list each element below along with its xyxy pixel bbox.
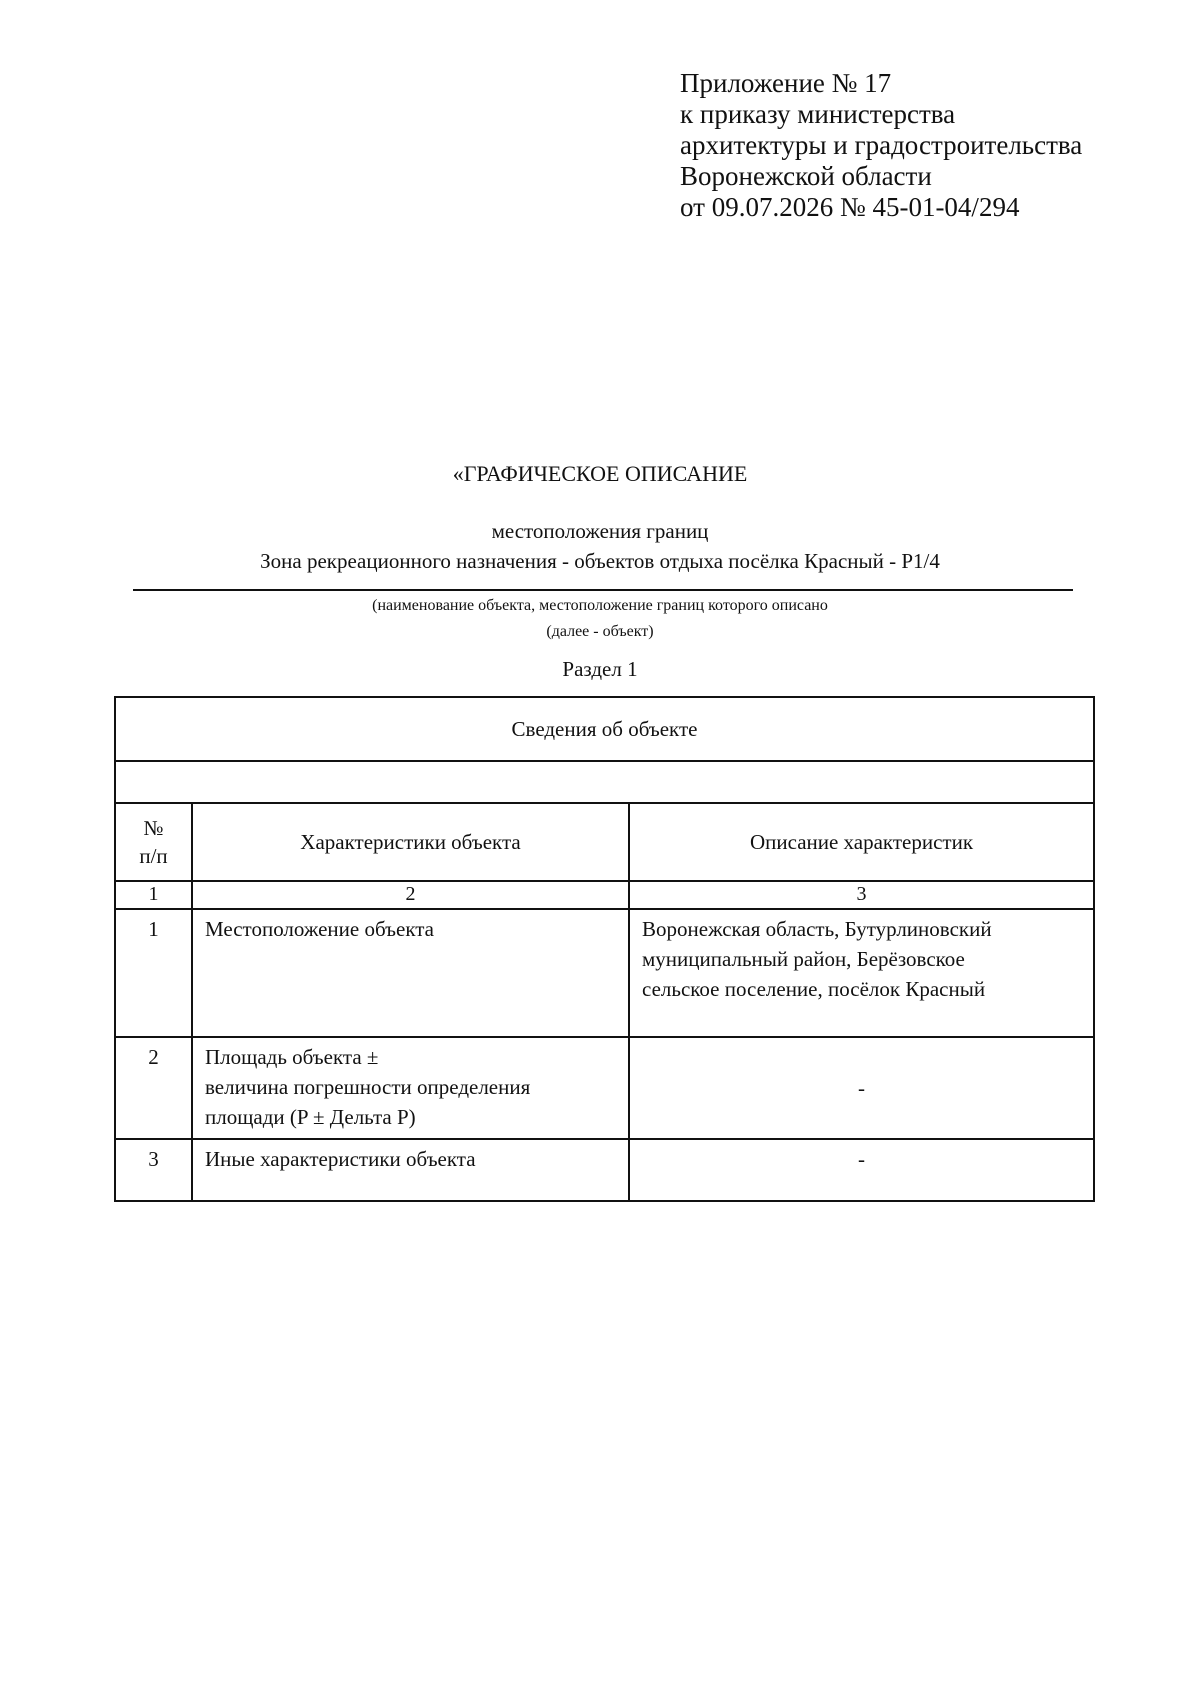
underline-rule [133,589,1073,591]
row-num: 3 [115,1139,192,1201]
document-subtitle [0,516,1200,576]
hint-line: (далее - объект) [546,623,654,640]
table-caption: Сведения об объекте [115,697,1094,761]
column-number: 3 [629,881,1094,909]
row-description: - [629,1139,1094,1201]
appendix-line: к приказу министерства [680,99,956,129]
header-description: Описание характеристик [629,803,1094,881]
object-info-table [114,696,1095,1202]
appendix-line: от 09.07.2026 № 45-01-04/294 [680,192,1020,222]
table-empty-row [115,761,1094,803]
header-num-line: п/п [139,844,168,868]
underline-hint [0,593,1200,645]
appendix-line: Приложение № 17 [680,68,892,98]
characteristic-line: площади (P ± Дельта P) [205,1105,416,1129]
row-num: 1 [115,909,192,1037]
table-row [115,1037,1094,1139]
object-name: Зона рекреационного назначения - объектов отдыха посёлка Красный - Р1/4 [260,549,940,573]
characteristic-line: величина погрешности определения [205,1075,531,1099]
document-title: «ГРАФИЧЕСКОЕ ОПИСАНИЕ [452,461,748,486]
appendix-line: архитектуры и градостроительства [680,130,1083,160]
characteristic-line: Площадь объекта ± [205,1045,379,1069]
column-number: 2 [192,881,629,909]
description-line: Воронежская область, Бутурлиновский [642,917,992,941]
header-characteristics: Характеристики объекта [192,803,629,881]
column-number: 1 [115,881,192,909]
description-line: муниципальный район, Берёзовское [642,947,965,971]
hint-line: (наименование объекта, местоположение границ которого описано [372,597,828,614]
characteristic-line: Иные характеристики объекта [205,1147,476,1171]
row-description [629,909,1094,1037]
row-characteristic [192,909,629,1037]
column-number-row [115,881,1094,909]
row-characteristic [192,1037,629,1139]
appendix-line: Воронежской области [680,161,932,191]
table-row [115,1139,1094,1201]
table-row [115,909,1094,1037]
header-num-line: № [143,816,164,840]
description-line: сельское поселение, посёлок Красный [642,977,986,1001]
header-num [115,803,192,881]
appendix-block [680,68,1082,223]
row-description: - [629,1037,1094,1139]
section-label: Раздел 1 [562,657,638,681]
row-num: 2 [115,1037,192,1139]
characteristic-line: Местоположение объекта [205,917,435,941]
table-header-row [115,803,1094,881]
subtitle-line: местоположения границ [491,519,709,543]
row-characteristic [192,1139,629,1201]
